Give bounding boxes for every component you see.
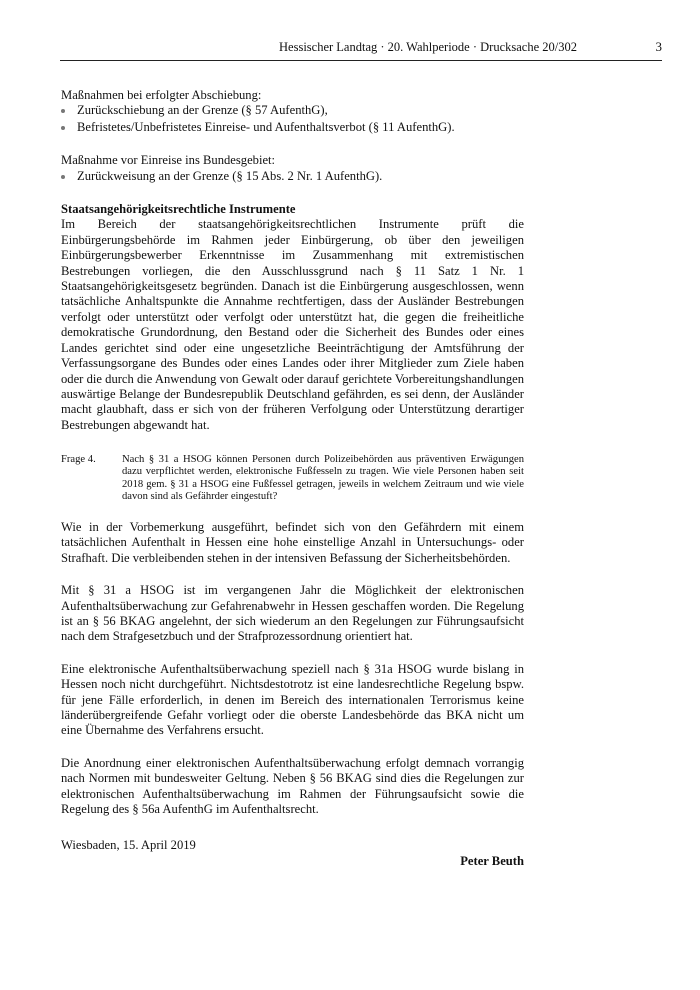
einreise-list <box>61 169 524 184</box>
answer-paragraph: Mit § 31 a HSOG ist im vergangenen Jahr die Möglichkeit der elektronischen Aufenthaltsüberwachung zur Gefahrenabwehr in Hessen geschaffen worden. Die Regelung ist an § 56 BKAG angelehnt, der sich wiederum an den Regelungen zur Führungsaufsicht nach dem Strafgesetzbuch und der Strafprozessordnung orientiert hat. <box>61 583 524 644</box>
list-item: Zurückweisung an der Grenze (§ 15 Abs. 2 Nr. 1 AufenthG). <box>61 169 524 184</box>
page-header <box>60 38 662 61</box>
bullet-icon <box>61 175 65 179</box>
question-block <box>61 454 524 503</box>
document-body <box>61 88 524 869</box>
list-item: Zurückschiebung an der Grenze (§ 57 AufenthG), <box>61 103 524 118</box>
list-item: Befristetes/Unbefristetes Einreise- und Aufenthaltsverbot (§ 11 AufenthG). <box>61 120 524 135</box>
signature: Peter Beuth <box>460 853 524 868</box>
question-text: Nach § 31 a HSOG können Personen durch Polizeibehörden aus präventiven Erwägungen dazu verpflichtet werden, elektronische Fußfesseln zu tragen. Wie viele Personen haben seit 2018 gem. § 31 a HSOG eine Fußfessel getragen, jeweils in welchem Zeitraum und wie viele davon sind als Gefährder eingestuft? <box>122 454 524 502</box>
bullet-icon <box>61 126 65 130</box>
place-date: Wiesbaden, 15. April 2019 <box>61 838 196 853</box>
header-title: Hessischer Landtag · 20. Wahlperiode · Drucksache 20/302 <box>279 40 577 54</box>
answer-paragraph: Eine elektronische Aufenthaltsüberwachung speziell nach § 31a HSOG wurde bislang in Hessen noch nicht durchgeführt. Nichtsdestotrotz ist eine landesrechtliche Regelung bspw. für jene Fälle erforderlich, in denen im Bereich des internationalen Terrorismus keine länderübergreifende Gefahr vorliegt oder die oberste Landesbehörde das BKA nicht um eine Übernahme des Verfahrens ersucht. <box>61 661 524 738</box>
section-abschiebung-title: Maßnahmen bei erfolgter Abschiebung: <box>61 88 262 102</box>
question-label: Frage 4. <box>61 454 96 466</box>
answer-paragraph: Die Anordnung einer elektronischen Aufenthaltsüberwachung erfolgt demnach vorrangig nach Normen mit bundesweiter Geltung. Neben § 56 BKAG sind dies die Regelungen zur elektronischen Aufenthaltsüberwachung im Rahmen der Führungsaufsicht sowie die Regelung des § 56a AufenthG im Aufenthaltsrecht. <box>61 755 524 817</box>
bullet-icon <box>61 109 65 113</box>
page-number: 3 <box>655 39 662 54</box>
abschiebung-list <box>61 103 524 135</box>
section-heading: Staatsangehörigkeitsrechtliche Instrumente <box>61 202 296 217</box>
section-einreise-title: Maßnahme vor Einreise ins Bundesgebiet: <box>61 153 276 168</box>
answer-paragraph: Wie in der Vorbemerkung ausgeführt, befindet sich von den Gefährdern mit einem tatsächlichen Aufenthalt in Hessen eine hohe einstellige Anzahl in Untersuchungs- oder Strafhaft. Die verbleibenden stehen in der intensiven Befassung der Sicherheitsbehörden. <box>61 519 524 565</box>
section-body: Im Bereich der staatsangehörigkeitsrechtlichen Instrumente prüft die Einbürgerungsbehörde im Rahmen jeder Einbürgerung, ob über den jeweiligen Einbürgerungsbewerber Erkenntnisse im Zusammenhang mit extremistischen Bestrebungen vorliegen, die den Ausschlussgrund nach § 11 Satz 1 Nr. 1 Staatsangehörigkeitsgesetz begründen. Danach ist die Einbürgerung ausgeschlossen, wenn tatsächliche Anhaltspunkte die Annahme rechtfertigen, dass der Ausländer Bestrebungen verfolgt oder unterstützt oder verfolgt oder unterstützt hat, die gegen die freiheitliche demokratische Grundordnung, den Bestand oder die Sicherheit des Bundes oder eines Landes gerichtet sind oder eine ungesetzliche Beeinträchtigung der Amtsführung der Verfassungsorgane des Bundes oder eines Landes oder ihrer Mitglieder zum Ziele haben oder die durch die Anwendung von Gewalt oder darauf gerichtete Vorbereitungshandlungen auswärtige Belange der Bundesrepublik Deutschland gefährden, es sei denn, der Ausländer macht glaubhaft, dass er sich von der früheren Verfolgung oder Unterstützung derartiger Bestrebungen abgewandt hat. <box>61 217 524 432</box>
